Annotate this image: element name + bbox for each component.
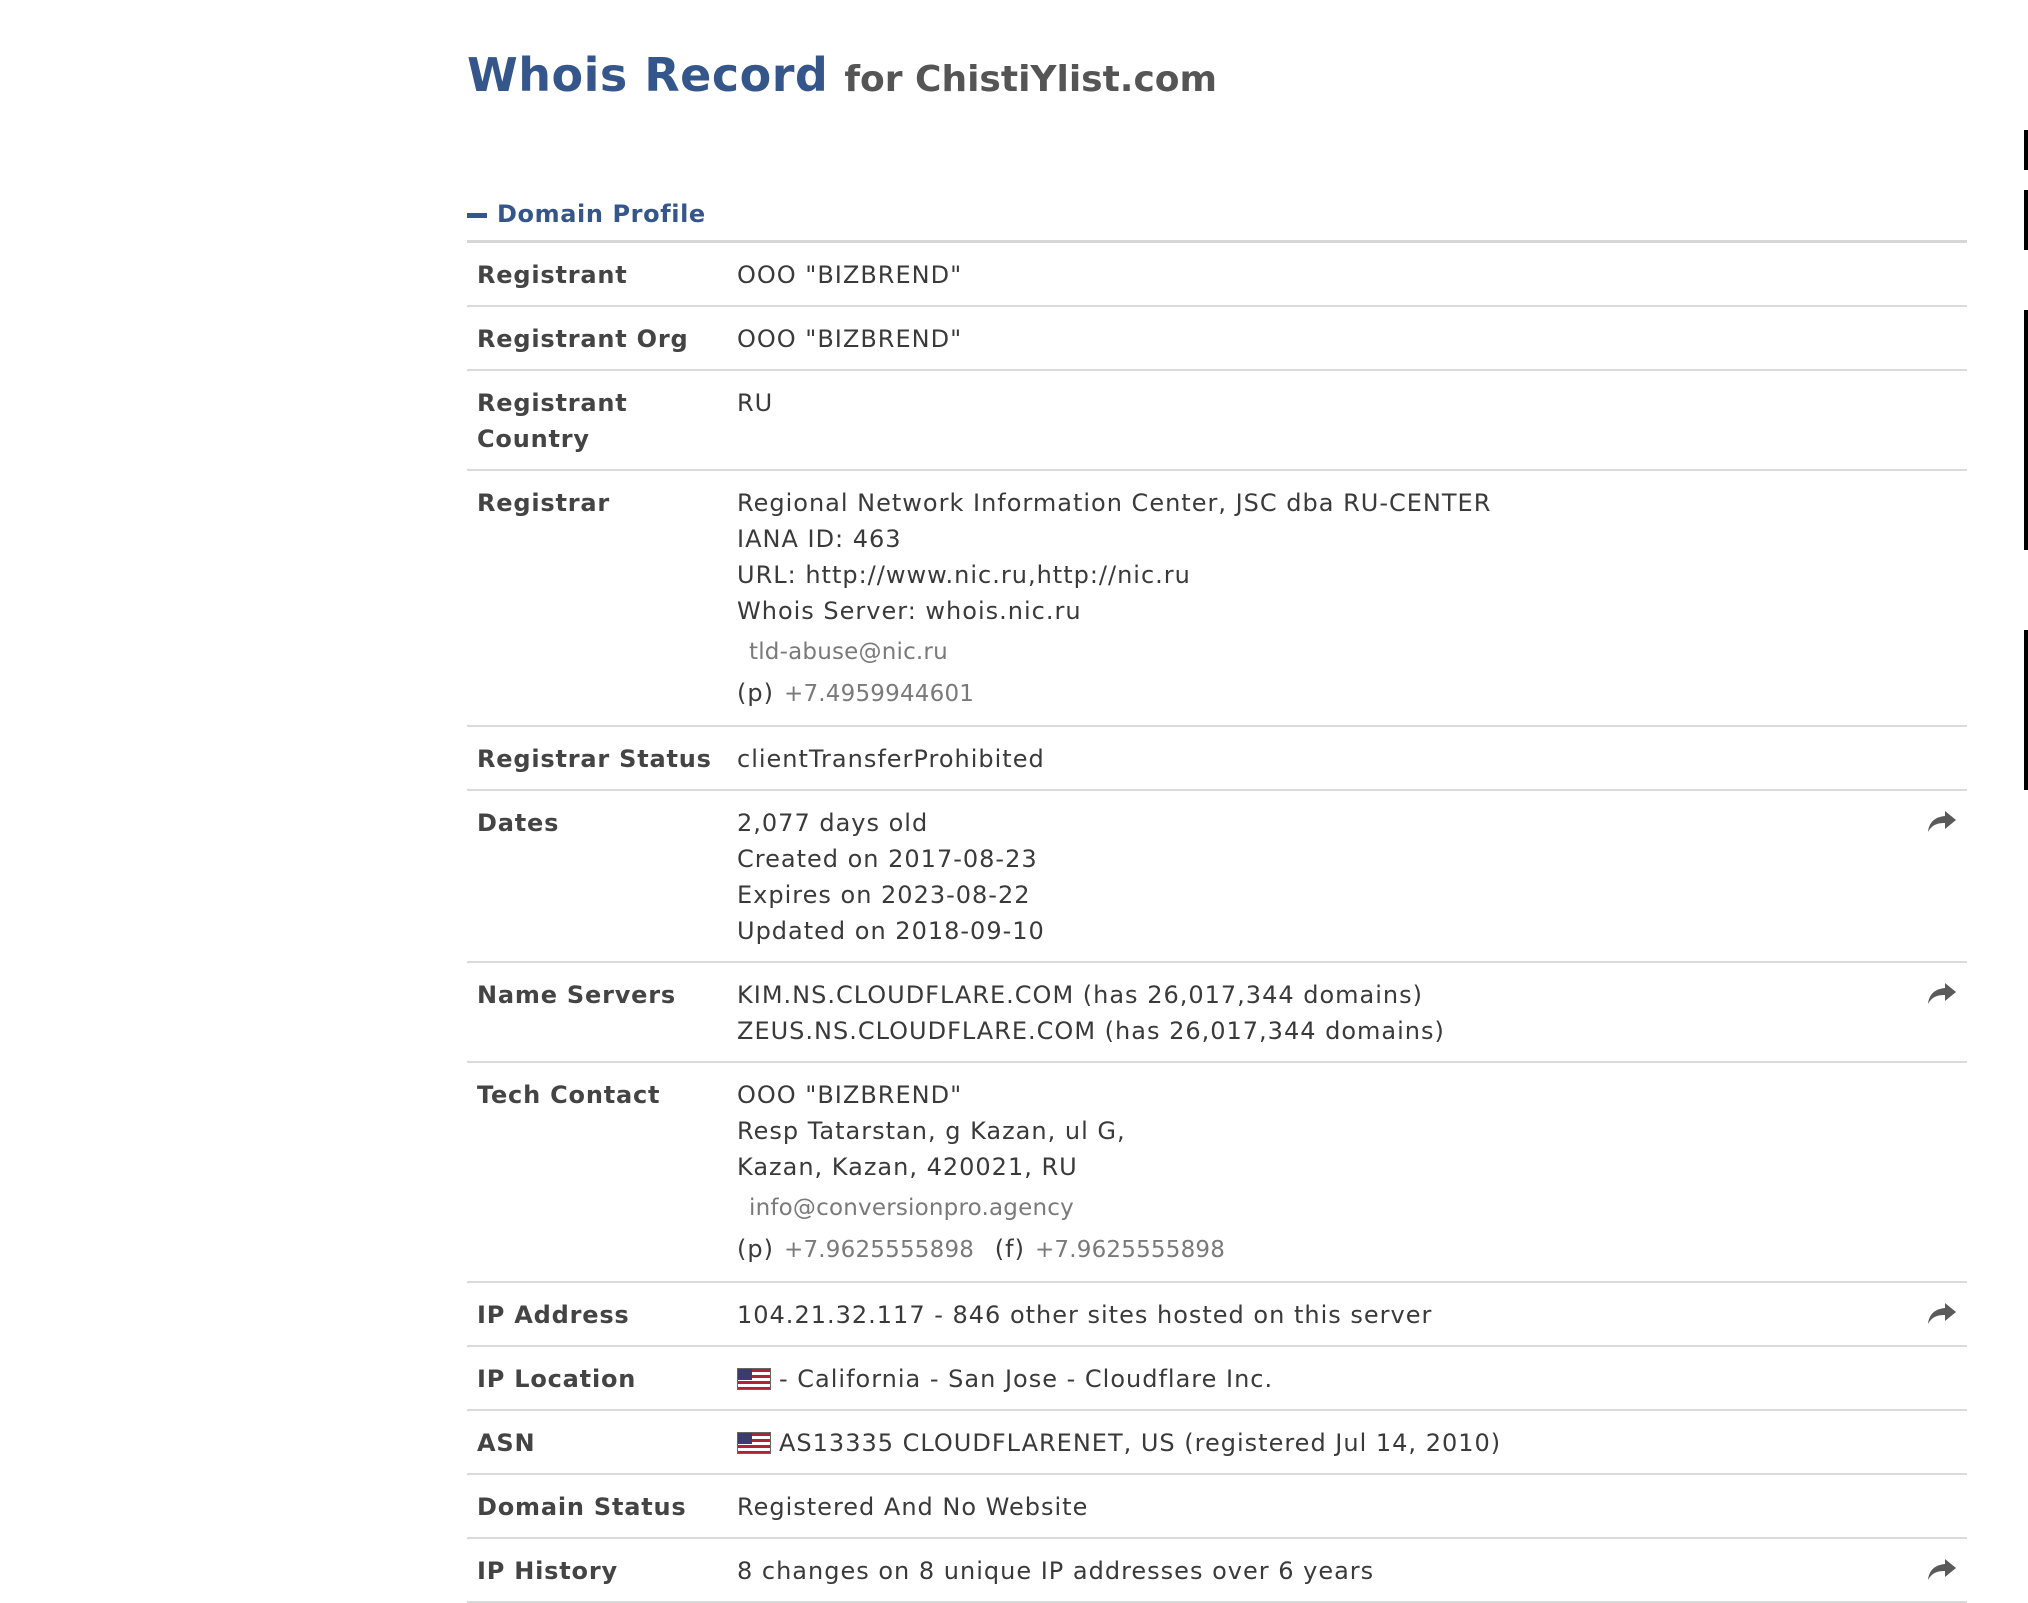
row-registrant <box>467 243 1967 307</box>
row-label: Registrant Org <box>477 325 689 353</box>
tech-fax: +7.9625555898 <box>1034 1237 1226 1263</box>
scrollbar-edge <box>2024 130 2028 790</box>
row-ip-history <box>467 1539 1967 1603</box>
asn-text: AS13335 CLOUDFLARENET, US (registered Jul 14, 2010) <box>779 1429 1502 1457</box>
row-label: Registrar <box>477 489 610 517</box>
row-label: Registrant Country <box>477 389 628 453</box>
registrar-email: tld-abuse@nic.ru <box>749 639 948 665</box>
whois-container <box>467 48 1967 1603</box>
row-registrant-country <box>467 371 1967 471</box>
tech-address-1: Resp Tatarstan, g Kazan, ul G, <box>737 1117 1126 1145</box>
row-ip-location <box>467 1347 1967 1411</box>
row-name-servers <box>467 963 1967 1063</box>
row-label: ASN <box>477 1429 536 1457</box>
ip-location-text: - California - San Jose - Cloudflare Inc. <box>779 1365 1274 1393</box>
tech-org: OOO "BIZBREND" <box>737 1081 963 1109</box>
row-asn <box>467 1411 1967 1475</box>
row-value: Registered And No Website <box>737 1493 1089 1521</box>
registrar-phone-line <box>737 671 1967 713</box>
row-tech-contact <box>467 1063 1967 1283</box>
row-value <box>737 1411 1967 1473</box>
section-label[interactable]: Domain Profile <box>497 200 706 228</box>
name-server-2: ZEUS.NS.CLOUDFLARE.COM (has 26,017,344 domains) <box>737 1017 1445 1045</box>
phone-tag: (p) <box>737 679 774 707</box>
registrar-iana-id: IANA ID: 463 <box>737 525 902 553</box>
share-arrow-icon[interactable] <box>1927 1301 1957 1327</box>
share-arrow-icon[interactable] <box>1927 809 1957 835</box>
row-dates <box>467 791 1967 963</box>
title-main: Whois Record <box>467 48 829 102</box>
page-title <box>467 48 1967 128</box>
fax-tag: (f) <box>994 1235 1025 1263</box>
share-arrow-icon[interactable] <box>1927 1557 1957 1583</box>
row-value: OOO "BIZBREND" <box>737 325 963 353</box>
row-registrar-status <box>467 727 1967 791</box>
row-value <box>737 963 1967 1061</box>
row-label: IP History <box>477 1557 618 1585</box>
row-label: IP Address <box>477 1301 630 1329</box>
phone-tag: (p) <box>737 1235 774 1263</box>
row-registrant-org <box>467 307 1967 371</box>
row-label: Registrar Status <box>477 745 712 773</box>
created-date: Created on 2017-08-23 <box>737 845 1038 873</box>
domain-profile-toggle[interactable] <box>467 196 1967 232</box>
row-registrar <box>467 471 1967 727</box>
row-value: RU <box>737 389 774 417</box>
updated-date: Updated on 2018-09-10 <box>737 917 1045 945</box>
row-value <box>737 791 1967 961</box>
row-value: 8 changes on 8 unique IP addresses over 6 years <box>737 1557 1375 1585</box>
registrar-name: Regional Network Information Center, JSC dba RU-CENTER <box>737 489 1492 517</box>
row-label: Registrant <box>477 261 628 289</box>
tech-email: info@conversionpro.agency <box>749 1195 1074 1221</box>
share-arrow-icon[interactable] <box>1927 981 1957 1007</box>
registrar-email-line <box>737 629 1967 671</box>
minus-icon[interactable] <box>467 213 487 218</box>
tech-email-line <box>737 1185 1967 1227</box>
us-flag-icon <box>737 1432 771 1454</box>
row-label: Name Servers <box>477 981 676 1009</box>
row-ip-address <box>467 1283 1967 1347</box>
tech-address-2: Kazan, Kazan, 420021, RU <box>737 1153 1078 1181</box>
row-label: Tech Contact <box>477 1081 661 1109</box>
tech-phone: +7.9625555898 <box>783 1237 975 1263</box>
name-server-1: KIM.NS.CLOUDFLARE.COM (has 26,017,344 domains) <box>737 981 1423 1009</box>
row-value <box>737 1347 1967 1409</box>
registrar-phone: +7.4959944601 <box>783 681 975 707</box>
us-flag-icon <box>737 1368 771 1390</box>
row-label: IP Location <box>477 1365 637 1393</box>
row-label: Domain Status <box>477 1493 687 1521</box>
row-value: 104.21.32.117 - 846 other sites hosted on this server <box>737 1301 1433 1329</box>
registrar-url: URL: http://www.nic.ru,http://nic.ru <box>737 561 1191 589</box>
row-value: OOO "BIZBREND" <box>737 261 963 289</box>
row-domain-status <box>467 1475 1967 1539</box>
domain-age: 2,077 days old <box>737 809 929 837</box>
row-value <box>737 1063 1967 1281</box>
tech-phone-line <box>737 1227 1967 1269</box>
registrar-whois-server: Whois Server: whois.nic.ru <box>737 597 1082 625</box>
row-value <box>737 471 1967 725</box>
title-domain: for ChistiYlist.com <box>844 59 1218 100</box>
row-value: clientTransferProhibited <box>737 745 1045 773</box>
row-label: Dates <box>477 809 560 837</box>
expires-date: Expires on 2023-08-22 <box>737 881 1031 909</box>
